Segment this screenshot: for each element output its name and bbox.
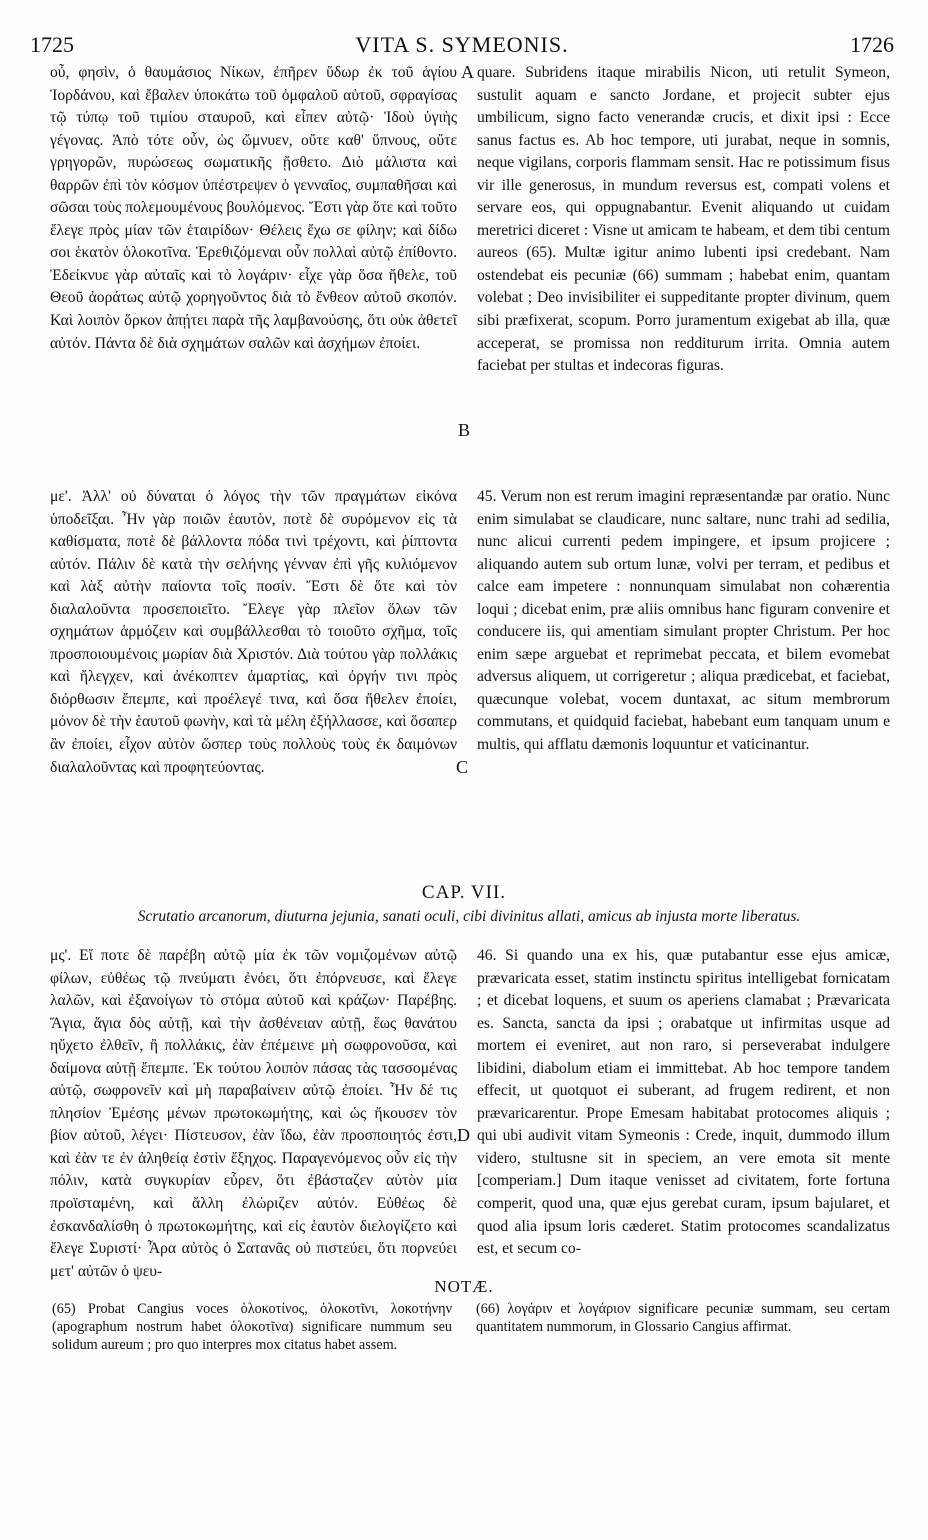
latin-paragraph: 46. Si quando una ex his, quæ putabantur esse ejus amicæ, prævaricata esset, statim instinctu spiritus intelligebat fornicatam ; et dicebat loquens, et suum os aperiens clamabat ; Prævaricata es. Sancta, sancta da ipsi ; orabatque ut infirmitas usque ad mortem ei eveniret, aut non raro, si perseverabat indulgere libidini, diabolum etiam ei immittebat. Ab hoc tempore tandem effecit, ut quotquot ei suberant, ad frugem redirent, et non prævaricarentur. Prope Emesam habitabat protocomes aliquis ; qui ubi audivit vitam Symeonis : Crede, inquit, dummodo illum videro, stultusne sit in speciem, an vere emota sit mente [comperiam.] Dum itaque venisset ad civitatem, forte fortuna comperit, quod una, quæ ejus gerebat curam, ipsum bajularet, et quod alia ipsum loris cæderet. Statim protocomes scandalizatus est, et secum co- [477,947,890,1258]
note-66: (66) λογάριν et λογάριον significare pecuniæ summam, seu certam quantitatem nummorum, in Glossario Cangius affirmat. [476,1301,890,1335]
chapter-summary: Scrutatio arcanorum, diuturna jejunia, sanati oculi, cibi divinitus allati, amicus ab injusta morte liberatus. [137,908,801,925]
greek-paragraph: μς'. Εἴ ποτε δὲ παρέβη αὐτῷ μία ἐκ τῶν νομιζομένων αὐτῷ φίλων, εὐθέως τῷ πνεύματι ἐνόει, ὅτι ἐπόρνευσε, καὶ ἔλεγε λαλῶν, καὶ ἐξανοίγων τὸ στόμα αὐτοῦ καὶ κράζων· Παρέβης. Ἅγια, ἅγια δὸς αὐτῇ, καὶ τὴν ἀσθένειαν αὐτῇ, ἕως θανάτου ηὔχετο ἐλθεῖν, ἢ πολλάκις, ἐὰν ἐπέμεινε μὴ σωφρονοῦσα, καὶ δαίμονα αὐτῇ ἔπεμπε. Ἐκ τούτου λοιπὸν πάσας τὰς τασσομένας αὐτῷ, σωφρονεῖν καὶ μὴ παραβαίνειν αὐτῷ ἐποίει. Ἦν δέ τις πλησίον Ἐμέσης μένων πρωτοκωμήτης, καὶ ὡς ἤκουσεν τὸν βίον αὐτοῦ, λέγει· Πίστευσον, ἐὰν ἴδω, ἐὰν προσποιητός ἐστι, καὶ ἐὰν τε ἐν ἀληθείᾳ ἐστὶν ἔξηχος. Παραγενόμενος οὖν εἰς τὴν πόλιν, κατὰ συγκυρίαν εὗρεν, ὅτι ἐβάσταζεν αὐτὸν μία προϊσταμένη, καὶ ἄλλη ἐλώριζεν αὐτόν. Εὐθέως δὲ ἐσκανδαλίσθη ὁ πρωτοκωμήτης, καὶ εἰς ἑαυτὸν διελογίζετο καὶ ἔλεγε Συριστί· Ἆρα αὐτὸς ὁ Σατανᾶς οὐ πιστεύει, ὅτι πορνεύει μετ' αὐτῶν ὁ ψευ- [50,947,457,1280]
margin-marker-a: A [461,62,474,82]
latin-paragraph: 45. Verum non est rerum imagini repræsentandæ par oratio. Nunc enim simulabat se claudicare, nunc saltare, nunc trahi ad sedilia, nunc alicui currenti pedem impingere, et ipsum projicere ; aliquando autem sub ortum lunæ, volvi per terram, et pedibus et calce eam impetere : nonnunquam simulabat non cohærentia loqui ; dicebat enim, præ aliis omnibus hanc figuram convenire et conducere iis, qui amentiam simulant propter Christum. Per hoc enim sæpe arguebat et reprimebat peccata, et bilem evomebat adversus aliquem, ut corrigeretur ; aliqua prædicebat, et faciebat, quæcunque volebat, vocem duntaxat, ac situm membrorum commutans, et quidquid faciebat, habebant eum tanquam unum e multis, qui afflatu dæmonis loquuntur et vaticinantur. [477,488,890,754]
greek-paragraph: οὖ, φησὶν, ὁ θαυμάσιος Νίκων, ἐπῆρεν ὕδωρ ἐκ τοῦ ἁγίου Ἰορδάνου, καὶ ἔβαλεν ὑποκάτω τοῦ ὀμφαλοῦ αὐτοῦ, σφραγίσας τῷ τύπῳ τοῦ τιμίου σταυροῦ, καὶ εἶπεν αὐτῷ· Ἰδοὺ ὑγιὴς γέγονας. Ἀπὸ τότε οὖν, ὡς ὤμνυεν, οὔτε καθ' ὕπνους, οὔτε γρηγορῶν, πυρώσεως σωματικῆς ᾔσθετο. Διὸ μάλιστα καὶ θαρρῶν ἐπὶ τὸν κόσμον ὑπέστρεψεν ὁ γενναῖος, συμπαθῆσαι καὶ σῶσαι τοὺς πολεμουμένους βουλόμενος. Ἔστι γὰρ ὅτε καὶ τοῦτο ἔλεγε πρὸς μίαν τῶν ἑταιρίδων· Θέλεις ἔχω σε φίλην; καὶ δίδω σοι ἑκατὸν ὁλοκοτῖνα. Ἐρεθιζόμεναι οὖν πολλαὶ αὐτῷ ἐπίθοντο. Ἐδείκνυε γὰρ αὐταῖς καὶ τὸ λογάριν· εἶχε γὰρ ὅσα ἤθελε, τοῦ Θεοῦ ἀοράτως αὐτῷ χορηγοῦντος διὰ τὸ ἔνθεον αὐτοῦ σκοπόν. Καὶ λοιπὸν ὅρκον ἀπῄτει παρὰ τῆς λαμβανούσης, ὅτι οὐκ ἀθετεῖ αὐτόν. Πάντα δὲ διὰ σχημάτων σαλῶν καὶ ἀσχήμων ἐποίει. [50,64,457,352]
latin-section-44 [477,62,890,378]
running-title: VITA S. SYMEONIS. [355,32,569,57]
greek-section-44 [50,62,457,355]
latin-section-46 [477,945,890,1261]
column-number-left: 1725 [30,32,74,57]
latin-section-45 [477,486,890,757]
margin-marker-d: D [457,1125,470,1145]
greek-paragraph: με'. Ἀλλ' οὐ δύναται ὁ λόγος τὴν τῶν πραγμάτων εἰκόνα ὑποδεῖξαι. Ἦν γὰρ ποιῶν ἑαυτὸν, ποτὲ δὲ συρόμενον εἰς τὰ καθίσματα, ποτὲ δὲ βάλλοντα πόδα τινὶ τρέχοντι, καὶ ῥίπτοντα αὐτόν. Πάλιν δὲ κατὰ τὴν σελήνης γένναν ἐπὶ γῆς κυλιόμενον καὶ λὰξ αὐτὴν παίοντα τοῖς ποσίν. Ἔστι δὲ ὅτε καὶ τὸν διαλαλοῦντα προσεποιεῖτο. Ἔλεγε γὰρ πλεῖον ὅλων τῶν σχημάτων ἁρμόζειν καὶ συμβάλλεσθαι τὸ τοιοῦτο σχῆμα, τοῖς προσποιουμένοις μωρίαν διὰ Χριστόν. Διὰ τούτου γὰρ πολλάκις καὶ ἤλεγχεν, καὶ ἀνέκοπτεν ἁμαρτίας, καὶ ὀργήν τινι πρὸς διόρθωσιν ἔπεμπε, καὶ προέλεγέ τινα, καὶ ὅσα ἤθελεν ἐποίει, μόνον δὲ τὴν ἑαυτοῦ φωνὴν, καὶ τὰ μέλη ἐξήλλασσε, καὶ ὅσαπερ ἂν ἐποίει, εἶχον αὐτὸν ὥσπερ τοὺς πολλοὺς τοὺς ἐκ δαιμόνων διαλαλοῦντας καὶ προφητεύοντας. [50,488,457,776]
latin-paragraph: quare. Subridens itaque mirabilis Nicon, uti retulit Symeon, sustulit aquam e sancto Jordane, et projecit subter ejus umbilicum, signo facto venerandæ crucis, et dixit ipsi : Ecce sanus factus es. Ab hoc tempore, uti jurabat, neque in somnis, neque vigilans, corporis flammam sensit. Hac re potissimum fisus vir ille generosus, in mundum reversus est, compati volens et servare eos, qui oppugnabantur. Evenit aliquando ut cuidam meretrici diceret : Visne ut amicam te habeam, et dem tibi centum aureos (65). Multæ igitur animo lubenti ipsi credebant. Nam ostendebat eis pecuniæ (66) summam ; habebat enim, quantam volebat ; Deo invisibiliter ei suppeditante propter divinum, quem sibi præfixerat, scopum. Porro juramentum exigebat ab illa, quæ acceperat, se promissa non redditurum irrita. Omnia autem faciebat per stultas et indecoras figuras. [477,64,890,375]
notes-title: NOTÆ. [434,1277,494,1296]
greek-section-46 [50,945,457,1283]
margin-marker-c: C [456,757,469,777]
note-65: (65) Probat Cangius voces ὁλοκοτίνος, ὁλοκοτῖνι, λοκοτήνην (apographum nostrum habet ὁλοκοτῖνα) significare nummum seu solidum aureum ; pro quo interpres mox citatus habet assem. [52,1301,452,1353]
margin-marker-b: B [458,420,471,440]
column-number-right: 1726 [850,32,894,57]
greek-section-45 [50,486,457,779]
running-header [30,32,894,60]
chapter-title: CAP. VII. [421,882,507,903]
